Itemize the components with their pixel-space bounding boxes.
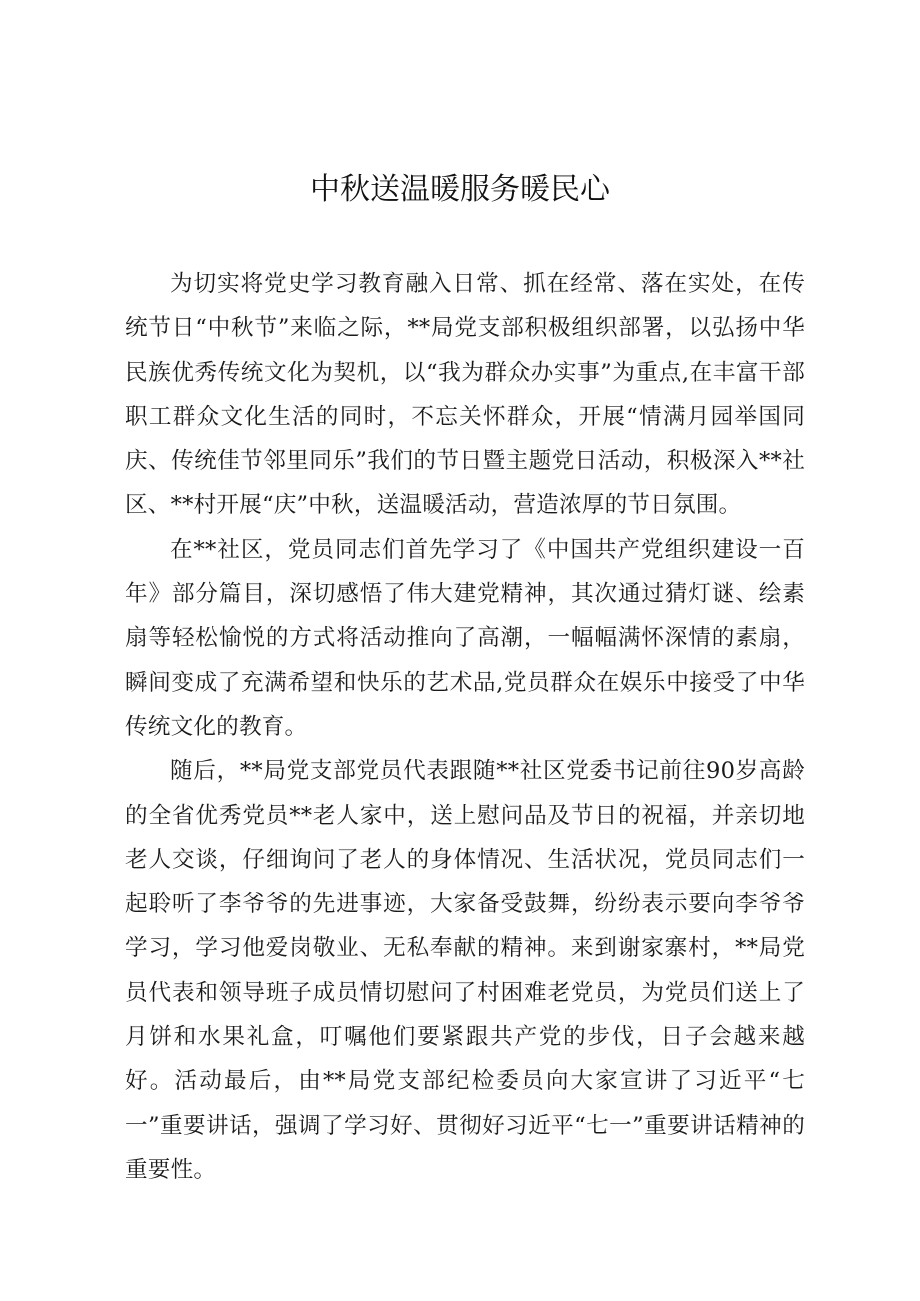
document-title: 中秋送温暖服务暖民心 [310,172,610,207]
paragraph-2: 在**社区，党员同志们首先学习了《中国共产党组织建设一百年》部分篇目，深切感悟了伟大建党精神，其次通过猜灯谜、绘素扇等轻松愉悦的方式将活动推向了高潮，一幅幅满怀深情的素扇，瞬间变成了充满希望和快乐的艺术品,党员群众在娱乐中接受了中华传统文化的教育。 [125,536,805,740]
document-body [125,262,805,1192]
paragraph-1: 为切实将党史学习教育融入日常、抓在经常、落在实处，在传统节日“中秋节”来临之际，**局党支部积极组织部署，以弘扬中华民族优秀传统文化为契机，以“我为群众办实事”为重点,在丰富干部职工群众文化生活的同时，不忘关怀群众，开展“情满月园举国同庆、传统佳节邻里同乐”我们的节日暨主题党日活动，积极深入**社区、**村开展“庆”中秋，送温暖活动，营造浓厚的节日氛围。 [125,271,805,519]
paragraph-3: 随后，**局党支部党员代表跟随**社区党委书记前往90岁高龄的全省优秀党员**老人家中，送上慰问品及节日的祝福，并亲切地老人交谈，仔细询问了老人的身体情况、生活状况，党员同志们一起聆听了李爷爷的先进事迹，大家备受鼓舞，纷纷表示要向李爷爷学习，学习他爱岗敬业、无私奉献的精神。来到谢家寨村，**局党员代表和领导班子成员情切慰问了村困难老党员，为党员们送上了月饼和水果礼盒，叮嘱他们要紧跟共产党的步伐，日子会越来越好。活动最后，由**局党支部纪检委员向大家宣讲了习近平“七一”重要讲话，强调了学习好、贯彻好习近平“七一”重要讲话精神的重要性。 [125,758,805,1183]
